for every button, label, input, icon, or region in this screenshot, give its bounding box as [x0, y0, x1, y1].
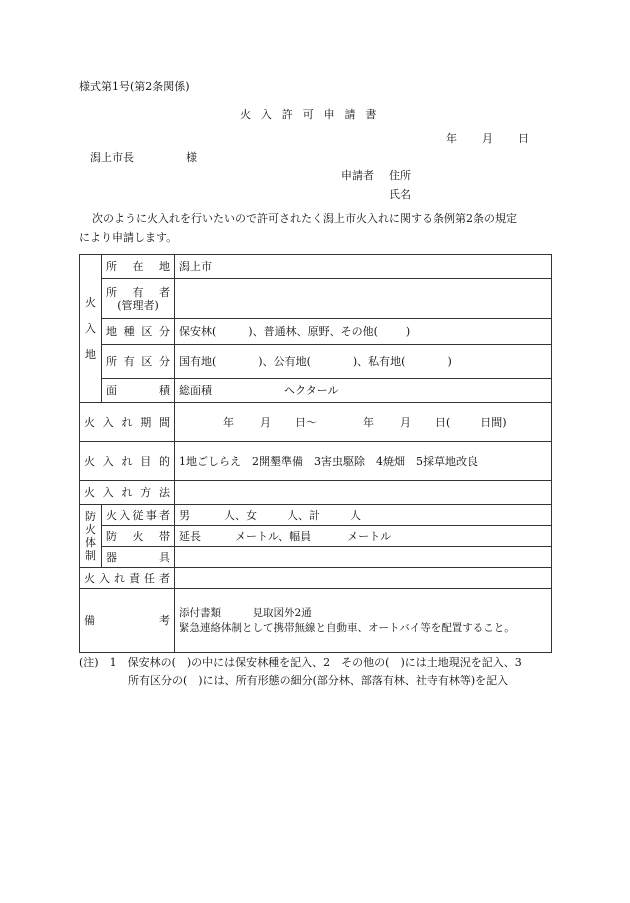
- period-p6: 日(: [435, 415, 451, 429]
- row-area: [80, 379, 552, 403]
- date-month: 月: [482, 132, 493, 145]
- row-workers: [80, 505, 552, 526]
- land-type-value: [175, 319, 552, 345]
- group-char-2: 入: [85, 322, 96, 335]
- workers-p3: 人、計: [287, 508, 320, 522]
- row-method: [80, 481, 552, 505]
- application-table: [79, 254, 552, 653]
- owner-label: [102, 279, 175, 319]
- applicant-address-label: 住所: [389, 169, 411, 182]
- date-year: 年: [446, 132, 457, 145]
- group-label-fire-prevention: [80, 505, 102, 568]
- firebreak-p3: メートル: [347, 529, 392, 543]
- group-char-1: 火: [85, 296, 96, 309]
- period-p5: 月: [400, 415, 411, 429]
- note-line1: (注) 1 保安林の( )の中には保安林種を記入、2 その他の( )には土地現況を記入、3: [79, 656, 522, 669]
- period-p3: 日〜: [295, 415, 317, 429]
- date-day: 日: [518, 132, 529, 145]
- ownership-p3: )、私有地(: [352, 355, 406, 368]
- ownership-p1: 国有地(: [179, 355, 217, 368]
- responsible-label: 火入れ責任者: [80, 568, 175, 589]
- period-p1: 年: [223, 415, 234, 429]
- row-period: [80, 403, 552, 442]
- row-owner: [80, 279, 552, 319]
- document-title: 火入許可申請書: [240, 108, 387, 121]
- group-char-3: 地: [85, 348, 96, 361]
- row-location: [80, 255, 552, 279]
- row-equipment: [80, 547, 552, 568]
- ownership-type-value: [175, 345, 552, 379]
- intro-text-line2: により申請します。: [79, 231, 178, 244]
- owner-label-sub: (管理者): [117, 298, 159, 312]
- method-value: [175, 481, 552, 505]
- method-label: 火入れ方法: [80, 481, 175, 505]
- period-p2: 月: [260, 415, 271, 429]
- workers-p1: 男: [179, 508, 190, 522]
- remarks-value: [175, 589, 552, 653]
- ownership-p4: ): [447, 355, 452, 368]
- remarks-label: 備考: [80, 589, 175, 653]
- firebreak-value: [175, 526, 552, 547]
- responsible-value: [175, 568, 552, 589]
- row-land-type: [80, 319, 552, 345]
- row-responsible: [80, 568, 552, 589]
- workers-value: [175, 505, 552, 526]
- row-ownership-type: [80, 345, 552, 379]
- workers-label: 火入従事者: [102, 505, 175, 526]
- prevention-char-4: 制: [85, 549, 96, 562]
- addressee-sama: 様: [186, 151, 197, 164]
- purpose-value: 1地ごしらえ 2開墾準備 3害虫駆除 4焼畑 5採草地改良: [175, 442, 552, 481]
- firebreak-p2: メートル、幅員: [235, 529, 312, 543]
- equipment-value: [175, 547, 552, 568]
- ownership-p2: )、公有地(: [258, 355, 311, 368]
- note-line2: 所有区分の( )には、所有形態の細分(部分林、部落有林、社寺有林等)を記入: [128, 674, 509, 687]
- location-label: 所在地: [102, 255, 175, 279]
- purpose-label: 火入れ目的: [80, 442, 175, 481]
- period-value: [175, 403, 552, 442]
- period-label: 火入れ期間: [80, 403, 175, 442]
- remarks-line2: 緊急連絡体制として携帯無線と自動車、オートバイ等を配置すること。: [179, 621, 515, 634]
- land-type-p3: ): [405, 325, 411, 338]
- area-label: 面積: [102, 379, 175, 403]
- form-number: 様式第1号(第2条関係): [79, 80, 190, 93]
- applicant-role: 申請者: [341, 169, 374, 182]
- remarks-line1: 添付書類 見取図外2通: [179, 606, 312, 619]
- workers-p4: 人: [350, 508, 361, 522]
- area-p2: ヘクタール: [284, 384, 339, 397]
- addressee-mayor: 潟上市長: [90, 151, 134, 164]
- firebreak-label: 防火帯: [102, 526, 175, 547]
- prevention-char-1: 防: [85, 510, 96, 523]
- equipment-label: 器具: [102, 547, 175, 568]
- land-type-p2: )、普通林、原野、その他(: [248, 325, 378, 338]
- location-value: 潟上市: [175, 255, 552, 279]
- owner-value: [175, 279, 552, 319]
- area-p1: 総面積: [179, 384, 212, 397]
- owner-label-main: 所有者: [106, 285, 170, 299]
- area-value: [175, 379, 552, 403]
- workers-p2: 人、女: [224, 508, 257, 522]
- row-firebreak: [80, 526, 552, 547]
- row-remarks: [80, 589, 552, 653]
- intro-text-line1: 次のように火入れを行いたいので許可されたく潟上市火入れに関する条例第2条の規定: [92, 212, 517, 225]
- prevention-char-3: 体: [85, 536, 96, 549]
- firebreak-p1: 延長: [179, 529, 201, 543]
- land-type-label: 地種区分: [102, 319, 175, 345]
- applicant-name-label: 氏名: [389, 188, 411, 201]
- ownership-type-label: 所有区分: [102, 345, 175, 379]
- period-p4: 年: [363, 415, 374, 429]
- group-label-fire-site: [80, 255, 102, 403]
- prevention-char-2: 火: [85, 523, 96, 536]
- period-p7: 日間): [480, 415, 507, 429]
- land-type-p1: 保安林(: [179, 325, 217, 338]
- row-purpose: [80, 442, 552, 481]
